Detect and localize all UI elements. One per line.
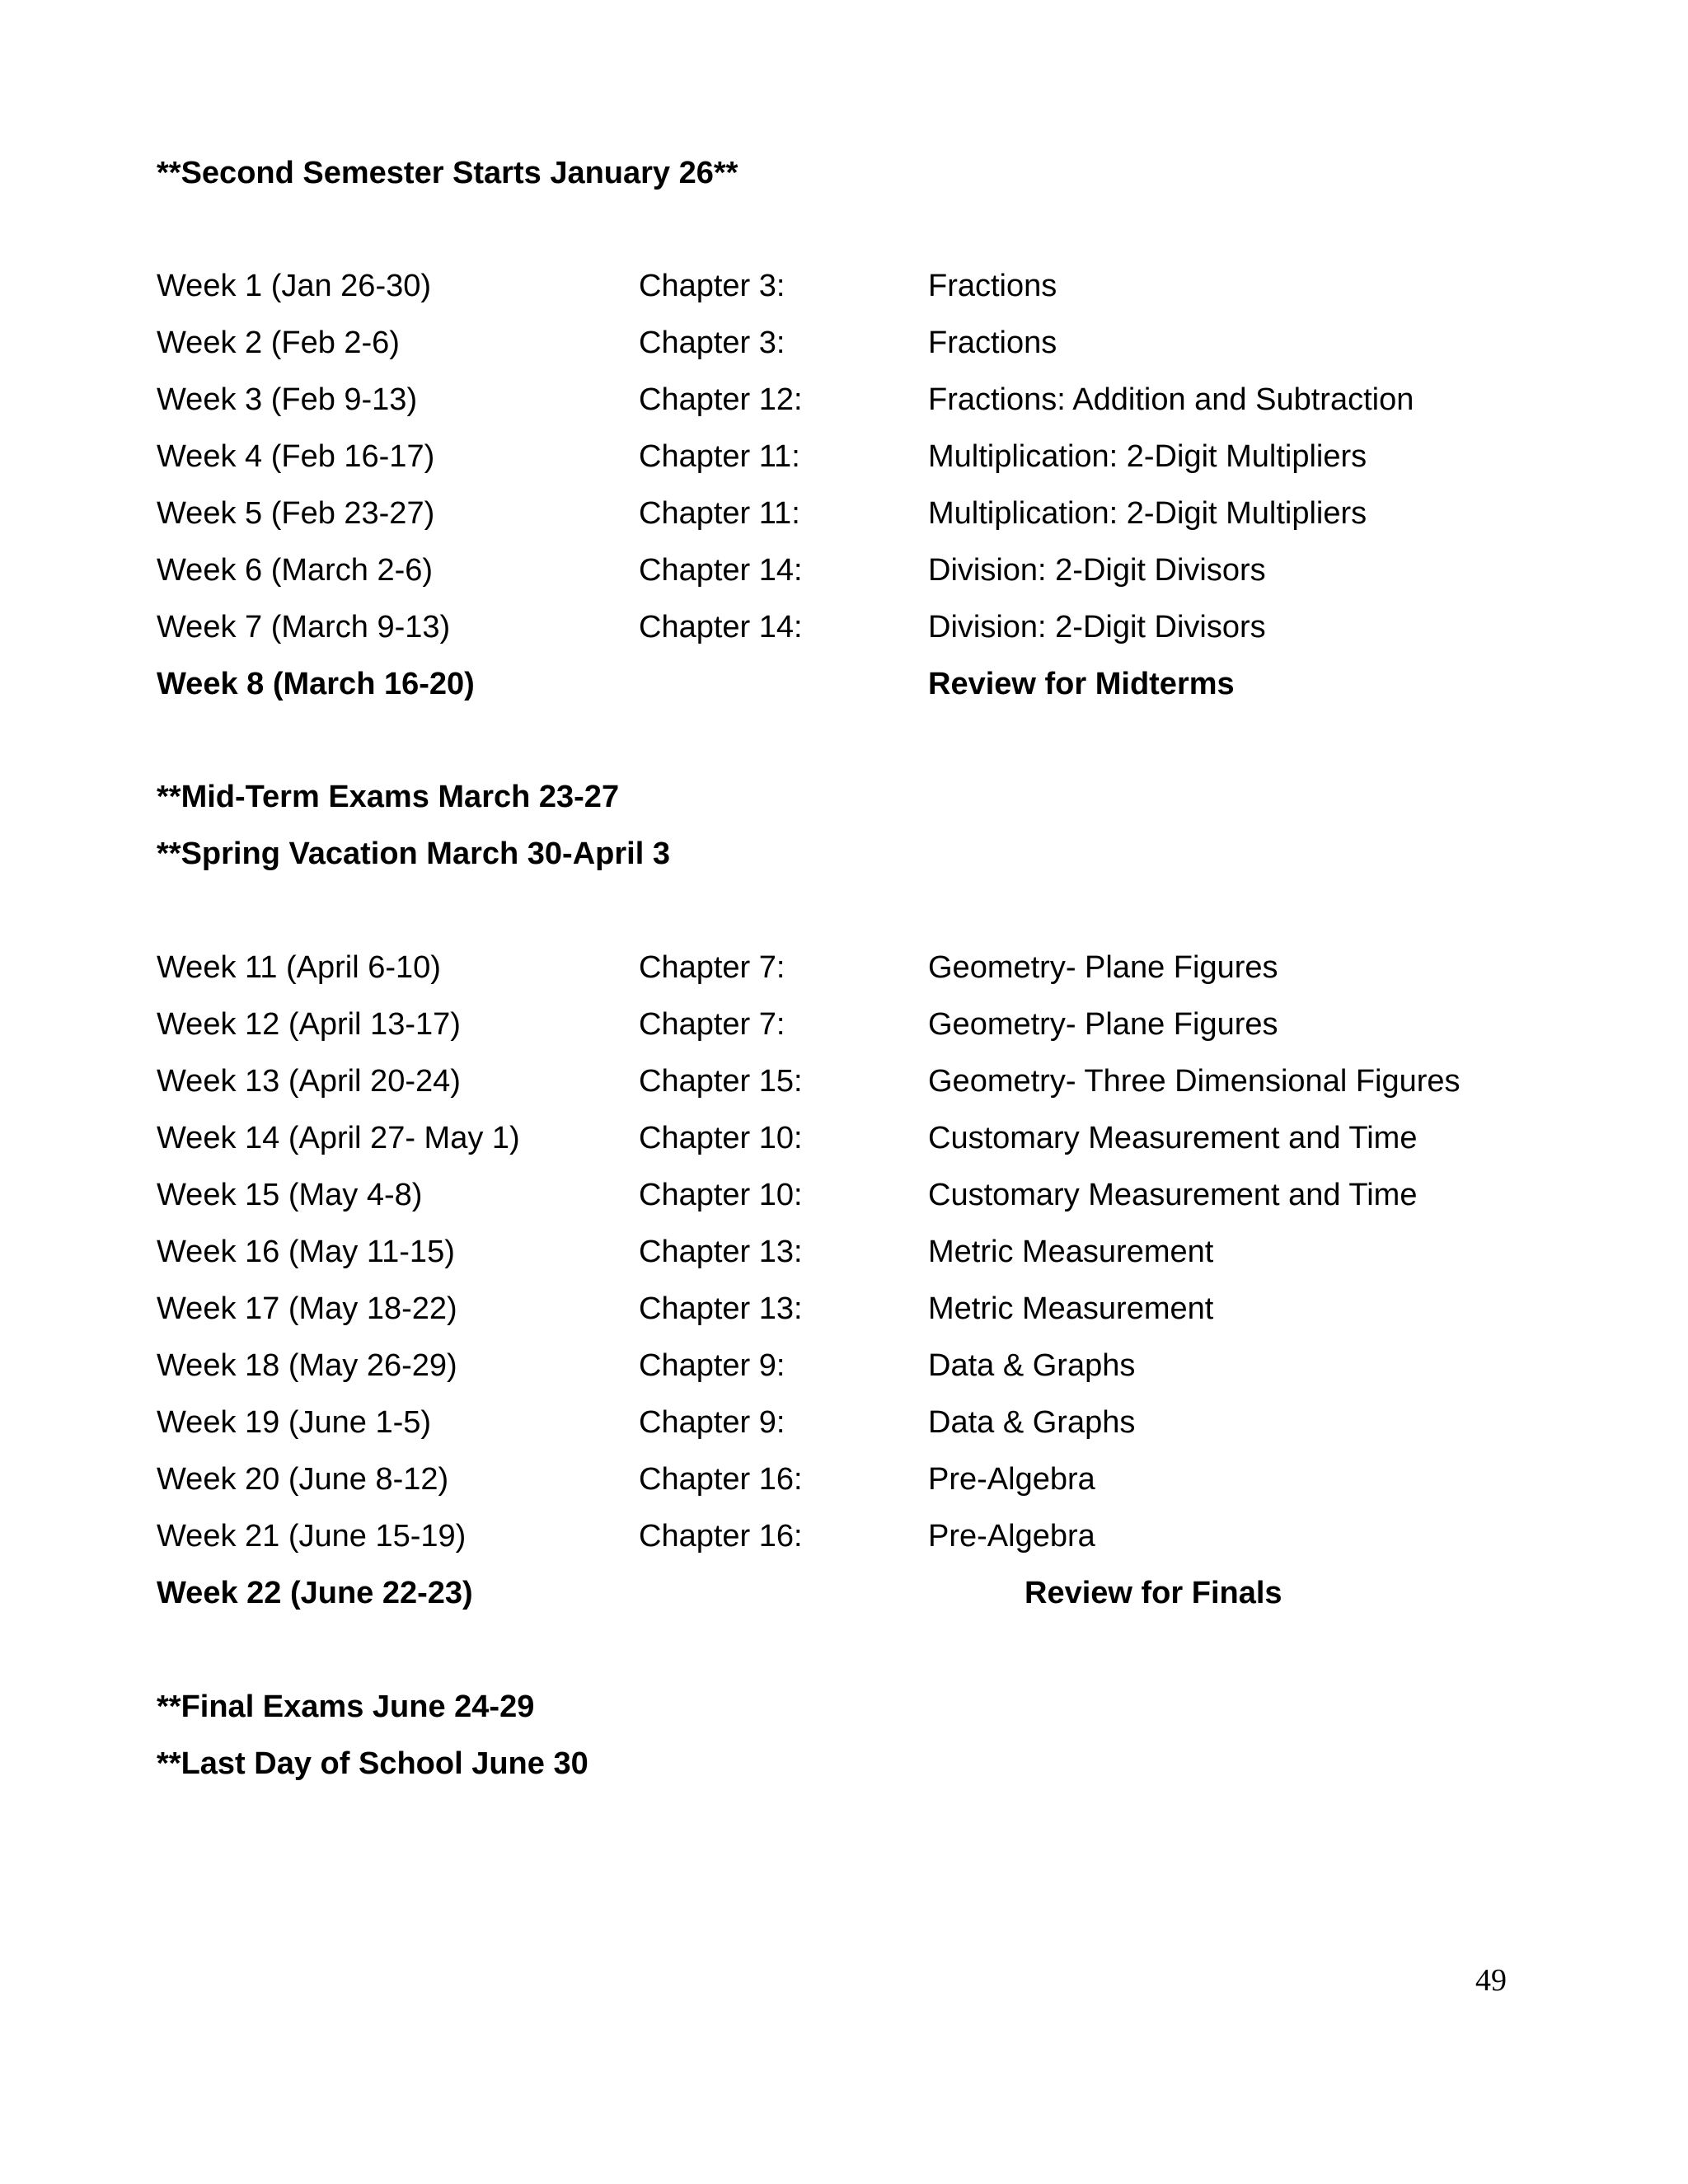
schedule-row	[157, 550, 1558, 591]
week-cell: Week 15 (May 4-8)	[157, 1178, 423, 1212]
schedule-row	[157, 1231, 1558, 1272]
chapter-cell: Chapter 16:	[639, 1462, 803, 1497]
schedule-row	[157, 1516, 1558, 1557]
topic-cell: Division: 2-Digit Divisors	[928, 610, 1266, 644]
final-exams-note: **Final Exams June 24-29	[157, 1690, 535, 1724]
schedule-row	[157, 379, 1558, 420]
topic-cell: Division: 2-Digit Divisors	[928, 553, 1266, 588]
chapter-cell: Chapter 9:	[639, 1405, 785, 1440]
week-cell: Week 3 (Feb 9-13)	[157, 382, 418, 417]
topic-cell: Fractions: Addition and Subtraction	[928, 382, 1414, 417]
chapter-cell: Chapter 3:	[639, 326, 785, 360]
week-cell: Week 14 (April 27- May 1)	[157, 1121, 520, 1155]
chapter-cell: Chapter 14:	[639, 553, 803, 588]
schedule-row	[157, 1118, 1558, 1159]
topic-cell: Multiplication: 2-Digit Multipliers	[928, 496, 1367, 531]
week-cell: Week 12 (April 13-17)	[157, 1007, 461, 1042]
chapter-cell: Chapter 10:	[639, 1178, 803, 1212]
week-cell: Week 16 (May 11-15)	[157, 1235, 455, 1269]
schedule-row	[157, 607, 1558, 648]
chapter-cell: Chapter 13:	[639, 1291, 803, 1326]
chapter-cell: Chapter 15:	[639, 1064, 803, 1099]
schedule-row	[157, 436, 1558, 477]
topic-cell: Fractions	[928, 269, 1057, 303]
schedule-row	[157, 322, 1558, 363]
topic-cell: Review for Midterms	[928, 667, 1235, 701]
schedule-row	[157, 1345, 1558, 1386]
schedule-row	[157, 947, 1558, 988]
schedule-row	[157, 1288, 1558, 1329]
spring-vacation-note: **Spring Vacation March 30-April 3	[157, 837, 670, 871]
week-cell: Week 7 (March 9-13)	[157, 610, 451, 644]
week-cell: Week 6 (March 2-6)	[157, 553, 434, 588]
chapter-cell: Chapter 7:	[639, 950, 785, 985]
topic-cell: Geometry- Plane Figures	[928, 1007, 1278, 1042]
week-cell: Week 11 (April 6-10)	[157, 950, 441, 985]
last-day-note: **Last Day of School June 30	[157, 1746, 588, 1781]
week-cell: Week 4 (Feb 16-17)	[157, 439, 435, 474]
chapter-cell: Chapter 12:	[639, 382, 803, 417]
schedule-row	[157, 1459, 1558, 1500]
week-cell: Week 17 (May 18-22)	[157, 1291, 457, 1326]
schedule-row	[157, 1174, 1558, 1216]
chapter-cell: Chapter 13:	[639, 1235, 803, 1269]
week-cell: Week 1 (Jan 26-30)	[157, 269, 432, 303]
topic-cell: Geometry- Plane Figures	[928, 950, 1278, 985]
page-number: 49	[1475, 1963, 1507, 1998]
topic-cell: Pre-Algebra	[928, 1462, 1095, 1497]
week-cell: Week 20 (June 8-12)	[157, 1462, 449, 1497]
topic-cell: Data & Graphs	[928, 1405, 1136, 1440]
week-cell: Week 22 (June 22-23)	[157, 1576, 473, 1610]
week-cell: Week 5 (Feb 23-27)	[157, 496, 435, 531]
topic-cell: Customary Measurement and Time	[928, 1121, 1418, 1155]
schedule-row	[157, 1402, 1558, 1443]
week-cell: Week 18 (May 26-29)	[157, 1348, 457, 1383]
chapter-cell: Chapter 14:	[639, 610, 803, 644]
chapter-cell: Chapter 10:	[639, 1121, 803, 1155]
topic-cell: Review for Finals	[1025, 1576, 1282, 1610]
chapter-cell: Chapter 3:	[639, 269, 785, 303]
semester-heading: **Second Semester Starts January 26**	[157, 156, 738, 190]
topic-cell: Geometry- Three Dimensional Figures	[928, 1064, 1461, 1099]
chapter-cell: Chapter 16:	[639, 1519, 803, 1554]
topic-cell: Metric Measurement	[928, 1291, 1214, 1326]
topic-cell: Fractions	[928, 326, 1057, 360]
midterm-note: **Mid-Term Exams March 23-27	[157, 780, 620, 814]
week-cell: Week 2 (Feb 2-6)	[157, 326, 400, 360]
week-cell: Week 8 (March 16-20)	[157, 667, 475, 701]
topic-cell: Metric Measurement	[928, 1235, 1214, 1269]
schedule-row	[157, 265, 1558, 307]
chapter-cell: Chapter 11:	[639, 439, 800, 474]
chapter-cell: Chapter 9:	[639, 1348, 785, 1383]
chapter-cell: Chapter 11:	[639, 496, 800, 531]
topic-cell: Customary Measurement and Time	[928, 1178, 1418, 1212]
week-cell: Week 19 (June 1-5)	[157, 1405, 432, 1440]
schedule-row	[157, 1061, 1558, 1102]
chapter-cell: Chapter 7:	[639, 1007, 785, 1042]
schedule-row	[157, 493, 1558, 534]
schedule-row	[157, 1004, 1558, 1045]
review-row	[157, 663, 1558, 705]
week-cell: Week 13 (April 20-24)	[157, 1064, 461, 1099]
topic-cell: Data & Graphs	[928, 1348, 1136, 1383]
topic-cell: Pre-Algebra	[928, 1519, 1095, 1554]
week-cell: Week 21 (June 15-19)	[157, 1519, 467, 1554]
topic-cell: Multiplication: 2-Digit Multipliers	[928, 439, 1367, 474]
review-row	[157, 1572, 1558, 1614]
